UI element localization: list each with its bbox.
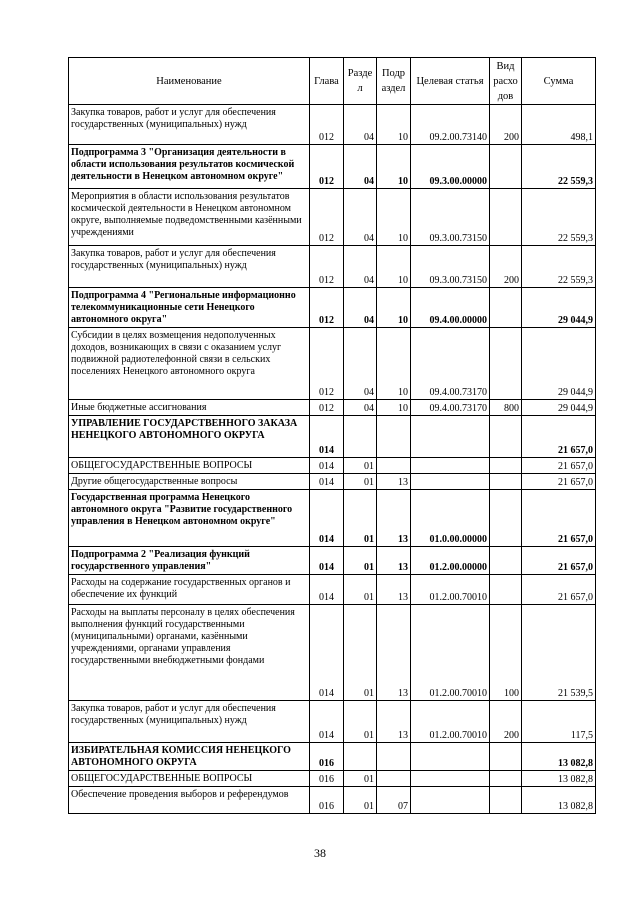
cell-summa: 21 657,0 <box>522 490 596 547</box>
cell-statya: 01.2.00.70010 <box>411 575 490 605</box>
cell-statya: 09.3.00.73150 <box>411 246 490 288</box>
cell-glava: 016 <box>310 787 344 814</box>
table-row <box>69 288 596 328</box>
cell-summa: 22 559,3 <box>522 246 596 288</box>
table-row <box>69 246 596 288</box>
cell-glava: 014 <box>310 474 344 490</box>
cell-name: Иные бюджетные ассигнования <box>69 400 310 416</box>
cell-podrazdel: 13 <box>377 547 411 575</box>
header-podrazdel: Подр аздел <box>377 58 411 105</box>
header-glava: Глава <box>310 58 344 105</box>
cell-statya: 09.2.00.73140 <box>411 105 490 145</box>
table-row <box>69 547 596 575</box>
cell-razdel: 01 <box>344 575 377 605</box>
cell-podrazdel: 10 <box>377 246 411 288</box>
cell-summa: 29 044,9 <box>522 288 596 328</box>
cell-summa: 21 657,0 <box>522 474 596 490</box>
cell-glava: 016 <box>310 743 344 771</box>
cell-vid: 200 <box>490 105 522 145</box>
cell-podrazdel <box>377 743 411 771</box>
cell-vid: 200 <box>490 246 522 288</box>
cell-glava: 012 <box>310 145 344 189</box>
cell-summa: 22 559,3 <box>522 189 596 246</box>
cell-razdel <box>344 416 377 458</box>
cell-statya: 01.2.00.70010 <box>411 605 490 701</box>
cell-statya: 09.3.00.00000 <box>411 145 490 189</box>
cell-podrazdel: 10 <box>377 400 411 416</box>
cell-name: Подпрограмма 4 "Региональные информационно телекоммуникационные сети Ненецкого автономного округа" <box>69 288 310 328</box>
cell-glava: 012 <box>310 246 344 288</box>
cell-podrazdel: 10 <box>377 288 411 328</box>
cell-name: Подпрограмма 3 "Организация деятельности в области использования результатов космической деятельности в Ненецком автономном округе" <box>69 145 310 189</box>
cell-glava: 014 <box>310 490 344 547</box>
header-summa: Сумма <box>522 58 596 105</box>
cell-razdel: 04 <box>344 145 377 189</box>
cell-razdel: 01 <box>344 771 377 787</box>
cell-podrazdel: 10 <box>377 145 411 189</box>
table-row <box>69 605 596 701</box>
table-row <box>69 787 596 814</box>
cell-statya <box>411 771 490 787</box>
cell-name: Государственная программа Ненецкого автономного округа "Развитие государственного управления в Ненецком автономном округе" <box>69 490 310 547</box>
cell-summa: 21 657,0 <box>522 547 596 575</box>
cell-razdel: 01 <box>344 701 377 743</box>
cell-glava: 014 <box>310 701 344 743</box>
cell-statya <box>411 458 490 474</box>
table-header-row <box>69 58 596 105</box>
cell-statya: 09.4.00.73170 <box>411 400 490 416</box>
cell-summa: 29 044,9 <box>522 328 596 400</box>
cell-summa: 498,1 <box>522 105 596 145</box>
table-row <box>69 575 596 605</box>
cell-summa: 21 657,0 <box>522 575 596 605</box>
cell-razdel: 01 <box>344 474 377 490</box>
table-row <box>69 743 596 771</box>
cell-podrazdel: 13 <box>377 605 411 701</box>
cell-podrazdel: 07 <box>377 787 411 814</box>
cell-name: Расходы на содержание государственных органов и обеспечение их функций <box>69 575 310 605</box>
table-row <box>69 490 596 547</box>
cell-razdel: 04 <box>344 246 377 288</box>
cell-glava: 012 <box>310 189 344 246</box>
cell-name: УПРАВЛЕНИЕ ГОСУДАРСТВЕННОГО ЗАКАЗА НЕНЕЦКОГО АВТОНОМНОГО ОКРУГА <box>69 416 310 458</box>
cell-razdel: 04 <box>344 189 377 246</box>
cell-razdel: 01 <box>344 458 377 474</box>
cell-glava: 014 <box>310 547 344 575</box>
cell-name: ОБЩЕГОСУДАРСТВЕННЫЕ ВОПРОСЫ <box>69 771 310 787</box>
cell-name: Подпрограмма 2 "Реализация функций государственного управления" <box>69 547 310 575</box>
cell-razdel: 01 <box>344 490 377 547</box>
cell-vid <box>490 189 522 246</box>
cell-vid <box>490 145 522 189</box>
cell-name: ОБЩЕГОСУДАРСТВЕННЫЕ ВОПРОСЫ <box>69 458 310 474</box>
cell-statya <box>411 416 490 458</box>
table-body <box>69 105 596 814</box>
cell-statya: 01.0.00.00000 <box>411 490 490 547</box>
cell-vid <box>490 458 522 474</box>
table-row <box>69 458 596 474</box>
table-row <box>69 701 596 743</box>
cell-summa: 13 082,8 <box>522 743 596 771</box>
cell-statya: 09.4.00.73170 <box>411 328 490 400</box>
cell-podrazdel: 13 <box>377 701 411 743</box>
cell-glava: 012 <box>310 105 344 145</box>
cell-statya <box>411 474 490 490</box>
header-name: Наименование <box>69 58 310 105</box>
cell-razdel: 04 <box>344 400 377 416</box>
cell-podrazdel: 10 <box>377 328 411 400</box>
cell-glava: 012 <box>310 288 344 328</box>
cell-name: Закупка товаров, работ и услуг для обеспечения государственных (муниципальных) нужд <box>69 246 310 288</box>
cell-glava: 012 <box>310 328 344 400</box>
cell-glava: 014 <box>310 575 344 605</box>
cell-statya <box>411 787 490 814</box>
cell-vid <box>490 416 522 458</box>
table-row <box>69 416 596 458</box>
cell-summa: 21 657,0 <box>522 416 596 458</box>
cell-vid <box>490 547 522 575</box>
cell-summa: 29 044,9 <box>522 400 596 416</box>
cell-glava: 014 <box>310 458 344 474</box>
cell-razdel: 01 <box>344 787 377 814</box>
page-number: 38 <box>314 846 326 860</box>
table-row <box>69 105 596 145</box>
cell-summa: 21 657,0 <box>522 458 596 474</box>
cell-podrazdel: 13 <box>377 474 411 490</box>
cell-podrazdel <box>377 416 411 458</box>
cell-razdel: 01 <box>344 547 377 575</box>
budget-table <box>68 57 596 814</box>
cell-name: Другие общегосударственные вопросы <box>69 474 310 490</box>
cell-podrazdel: 10 <box>377 189 411 246</box>
table-row <box>69 328 596 400</box>
cell-name: ИЗБИРАТЕЛЬНАЯ КОМИССИЯ НЕНЕЦКОГО АВТОНОМНОГО ОКРУГА <box>69 743 310 771</box>
cell-razdel: 04 <box>344 328 377 400</box>
cell-summa: 13 082,8 <box>522 787 596 814</box>
header-vid: Вид расхо дов <box>490 58 522 105</box>
cell-name: Расходы на выплаты персоналу в целях обеспечения выполнения функций государственными (муниципальными) органами, казёнными учреждениями, органами управления государственными внебюджетными фондами <box>69 605 310 701</box>
cell-podrazdel: 13 <box>377 490 411 547</box>
cell-name: Мероприятия в области использования результатов космической деятельности в Ненецком автономном округе, выполняемые подведомственными казёнными учреждениями <box>69 189 310 246</box>
cell-podrazdel: 10 <box>377 105 411 145</box>
cell-name: Обеспечение проведения выборов и референдумов <box>69 787 310 814</box>
cell-summa: 117,5 <box>522 701 596 743</box>
cell-name: Субсидии в целях возмещения недополученных доходов, возникающих в связи с оказанием услуг подвижной радиотелефонной связи в сельских поселениях Ненецкого автономного округа <box>69 328 310 400</box>
cell-glava: 014 <box>310 416 344 458</box>
cell-razdel: 04 <box>344 288 377 328</box>
cell-glava: 016 <box>310 771 344 787</box>
cell-statya: 09.3.00.73150 <box>411 189 490 246</box>
cell-razdel <box>344 743 377 771</box>
cell-vid <box>490 328 522 400</box>
table-row <box>69 189 596 246</box>
cell-statya: 09.4.00.00000 <box>411 288 490 328</box>
cell-summa: 21 539,5 <box>522 605 596 701</box>
cell-summa: 22 559,3 <box>522 145 596 189</box>
cell-vid <box>490 474 522 490</box>
cell-statya: 01.2.00.00000 <box>411 547 490 575</box>
cell-vid <box>490 288 522 328</box>
cell-podrazdel <box>377 771 411 787</box>
cell-vid <box>490 787 522 814</box>
cell-summa: 13 082,8 <box>522 771 596 787</box>
cell-vid <box>490 490 522 547</box>
table-row <box>69 474 596 490</box>
cell-statya <box>411 743 490 771</box>
cell-razdel: 04 <box>344 105 377 145</box>
cell-podrazdel: 13 <box>377 575 411 605</box>
cell-name: Закупка товаров, работ и услуг для обеспечения государственных (муниципальных) нужд <box>69 701 310 743</box>
cell-podrazdel <box>377 458 411 474</box>
cell-vid: 200 <box>490 701 522 743</box>
cell-razdel: 01 <box>344 605 377 701</box>
cell-name: Закупка товаров, работ и услуг для обеспечения государственных (муниципальных) нужд <box>69 105 310 145</box>
cell-vid <box>490 575 522 605</box>
table-row <box>69 400 596 416</box>
cell-vid <box>490 771 522 787</box>
cell-glava: 012 <box>310 400 344 416</box>
table-row <box>69 145 596 189</box>
table-row <box>69 771 596 787</box>
cell-vid <box>490 743 522 771</box>
cell-glava: 014 <box>310 605 344 701</box>
cell-vid: 100 <box>490 605 522 701</box>
cell-statya: 01.2.00.70010 <box>411 701 490 743</box>
header-statya: Целевая статья <box>411 58 490 105</box>
cell-vid: 800 <box>490 400 522 416</box>
header-razdel: Разде л <box>344 58 377 105</box>
